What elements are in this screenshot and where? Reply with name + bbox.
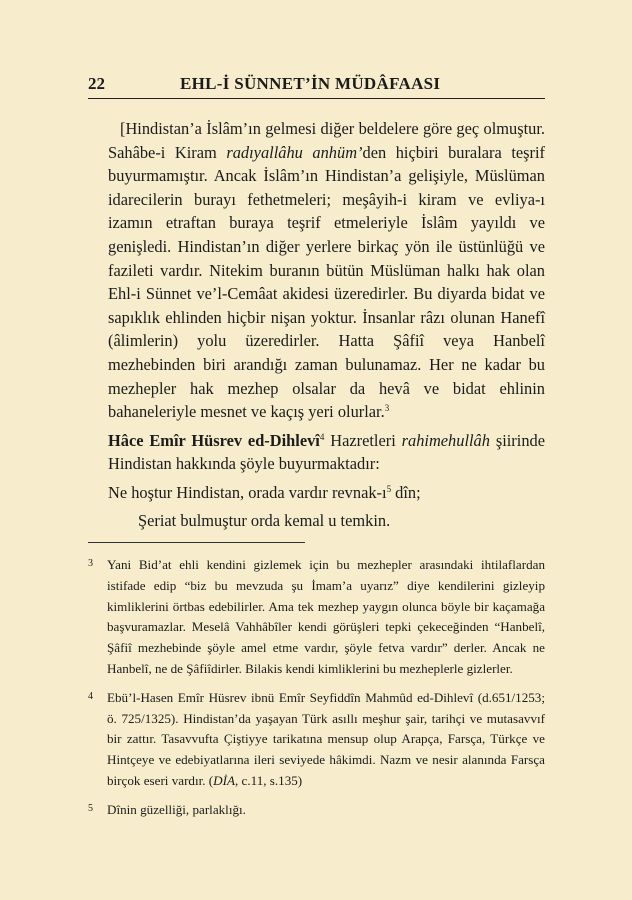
paragraph-2-text-a: Hazretleri — [324, 430, 402, 450]
paragraph-2-italic: rahimehullâh — [401, 430, 490, 450]
verse-1-text-b: dîn; — [391, 482, 421, 502]
footnote-number: 4 — [88, 690, 93, 702]
paragraph-2-text-b: şiirinde Hindistan hakkında şöyle buyurmaktadır: — [108, 430, 545, 474]
verse-1-text-a: Ne hoştur Hindistan, orada vardır revnak-ı — [108, 482, 387, 502]
footnote-number: 3 — [88, 558, 93, 569]
footnote-ref-3[interactable]: 3 — [384, 403, 390, 414]
footnote-text: Yani Bid’at ehli kendini gizlemek için bu mezhepler arasındaki ihtilaflardan istifade edip “biz bu mevzuda şu İmam’a uyarız” diye kendilerini gizleyip kimliklerini örtbas edebilirler. Ama tek mezhep yaygın olunca böyle bir kaçamağa başvuramazlar. Meselâ Vahhâbîler kendi görüşleri tepki çekeceğinden “Hanbelî, Şâfiî mezhebinde şöyle amel etme vardır, şöyle fetva vardır” derler. Ancak ne Hanbelî, ne de Şâfiîdirler. Bilakis kendi kimliklerini bu mezheplerle gizlerler. — [107, 557, 545, 676]
paragraph-1 — [108, 117, 545, 424]
verse-line-1 — [108, 481, 545, 505]
footnote-5 — [88, 800, 545, 821]
page-number: 22 — [88, 74, 105, 93]
verse-line-2: Şeriat bulmuştur orda kemal u temkin. — [138, 510, 391, 530]
footnote-4 — [88, 688, 545, 792]
footnote-number: 5 — [88, 802, 93, 814]
paragraph-1-text-a: [Hindistan’a İslâm’ın gelmesi diğer beldelere göre geç olmuştur. Sahâbe-i Kiram — [108, 119, 545, 162]
footnote-4-source-abbrev: DİA — [213, 772, 235, 788]
footnote-separator — [88, 542, 305, 543]
footnote-text: Dînin güzelliği, parlaklığı. — [107, 801, 246, 817]
footnote-4-text-c: , c.11, s.135) — [235, 772, 303, 788]
footnotes — [88, 555, 545, 829]
paragraph-1-italic: radıyallâhu anhüm’ — [226, 142, 363, 162]
footnote-text — [107, 688, 545, 792]
footnote-ref-5[interactable]: 5 — [386, 483, 392, 494]
page-header — [88, 72, 545, 99]
running-title: EHL-İ SÜNNET’İN MÜDÂFAASI — [180, 74, 441, 93]
footnote-3 — [88, 555, 545, 680]
footnote-ref-4[interactable]: 4 — [319, 431, 325, 442]
footnote-4-text-a: Ebü’l-Hasen Emîr Hüsrev ibnü Emîr Seyfiddîn Mahmûd ed-Dihlevî (d.651/1253; ö. 725/1325). Hindistan’da yaşayan Türk asıllı meşhur şair, tarihçi ve mutasavvıf bir zattır. Tasavvufta Çiştiyye tarikatına mensup olup Arapça, Farsça, Türkçe ve Hintçeye ve edebiyatlarına ileri seviyede hâkimdi. Nazm ve nesir alanında Farsça birçok eseri vardır. ( — [107, 689, 545, 788]
paragraph-1-text-b: den hiçbiri buralara teşrif buyurmamıştır. Ancak İslâm’ın Hindistan’a gelişiyle, Müslüman idarecilerin burayı fethetmeleri; meşâyih-i kiram ve evliya-ı izamın etraftan buraya teşrif etmeleriyle İslâm yayıldı ve genişledi. Hindistan’ın diğer yerlere birkaç yön ile üstünlüğü ve fazileti vardır. Nitekim buranın bütün Müslüman halkı hak olan Ehl-i Sünnet ve’l-Cemâat akidesi üzeredirler. Bu diyarda bidat ve sapıklık ehlinden hiçbir nişan yoktur. İnsanlar râzı olunan Hanefî (âlimlerin) yolu üzeredirler. Hatta Şâfiî veya Hanbelî mezhebinden biri arandığı zaman bulunamaz. Her ne kadar bu mezhepler hak mezhep olsalar da hevâ ve bidat ehlinin bahaneleriyle mesnet ve kaçış yeri olurlar. — [108, 142, 546, 422]
paragraph-2 — [108, 429, 545, 476]
paragraph-2-bold-name: Hâce Emîr Hüsrev ed-Dihlevî — [108, 430, 320, 450]
main-text — [108, 117, 545, 532]
